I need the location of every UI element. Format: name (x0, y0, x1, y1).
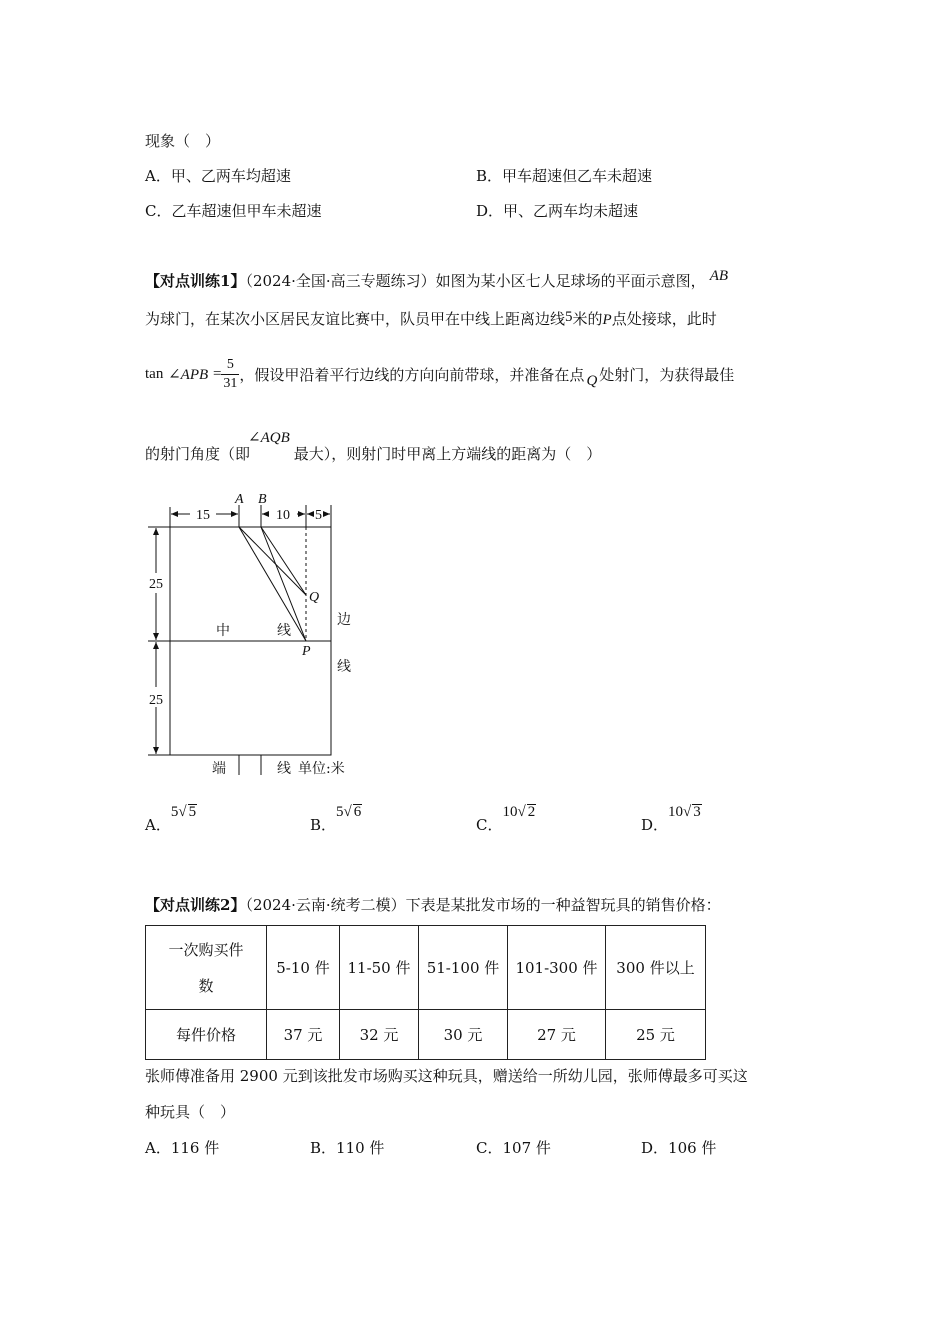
table-header-label: 一次购买件 数 (146, 926, 267, 1010)
q1-option-a[interactable]: A．5√ 5 (145, 804, 197, 834)
football-field-figure (140, 485, 370, 785)
q1-line-3: tan ∠APB = $\frac{5}{31}$ ，假设甲沿着平行边线的方向向前带球，并准备在点 Q 处射门，为获得最佳 (145, 356, 735, 391)
fig-label-q: Q (309, 590, 320, 605)
q1-line-2: 为球门，在某次小区居民友谊比赛中，队员甲在中线上距离边线5米的P点处接球，此时 (145, 309, 717, 328)
prev-question-stem: 现象（ ） (145, 132, 221, 150)
prev-option-a[interactable]: A．甲、乙两车均超速 (145, 167, 291, 185)
fig-dim-25-top: 25 (149, 577, 163, 592)
q2-tag: 【对点训练2】 (145, 896, 246, 914)
prev-option-c[interactable]: C．乙车超速但甲车未超速 (145, 202, 322, 220)
prev-option-d[interactable]: D．甲、乙两车均未超速 (476, 202, 639, 220)
q2-option-c[interactable]: C．107 件 (476, 1139, 551, 1157)
table-header-cell: 51-100 件 (419, 926, 508, 1010)
prev-option-b[interactable]: B．甲车超速但乙车未超速 (476, 167, 653, 185)
q1-line-1: 【对点训练1】（2024·全国·高三专题练习）如图为某小区七人足球场的平面示意图， AB (145, 268, 729, 290)
fig-side-1: 边 (337, 612, 351, 628)
table-cell: 32 元 (340, 1010, 419, 1060)
fig-midline-2: 线 (277, 623, 291, 639)
q1-fraction: $\frac{5}{31}$ (223, 356, 238, 391)
fig-label-a: A (235, 492, 244, 507)
fig-label-p: P (302, 644, 311, 659)
table-cell: 30 元 (419, 1010, 508, 1060)
q2-text-1: 张师傅准备用 2900 元到该批发市场购买这种玩具，赠送给一所幼儿园，张师傅最多可买这 (145, 1067, 748, 1085)
fig-dim-10: 10 (276, 508, 290, 523)
table-cell: 27 元 (508, 1010, 606, 1060)
fig-unit: 单位:米 (298, 761, 345, 777)
q1-option-d[interactable]: D．10√ 3 (641, 804, 701, 834)
fig-side-2: 线 (337, 659, 351, 675)
q1-line-4: 的射门角度（即∠AQB最大），则射门时甲离上方端线的距离为（ ） (145, 430, 602, 463)
q1-tag: 【对点训练1】 (145, 272, 246, 290)
q2-option-b[interactable]: B．110 件 (310, 1139, 385, 1157)
fig-midline-1: 中 (216, 623, 230, 639)
table-row (146, 926, 706, 1010)
table-row-label: 每件价格 (146, 1010, 267, 1060)
q2-text-2: 种玩具（ ） (145, 1103, 236, 1121)
price-table (145, 925, 706, 1060)
fig-dim-15: 15 (196, 508, 210, 523)
table-cell: 25 元 (606, 1010, 706, 1060)
q1-option-b[interactable]: B．5√ 6 (310, 804, 362, 834)
table-row (146, 1010, 706, 1060)
q2-source: （2024·云南·统考二模） (245, 896, 406, 914)
table-header-cell: 300 件以上 (606, 926, 706, 1010)
table-cell: 37 元 (267, 1010, 340, 1060)
table-header-cell: 5-10 件 (267, 926, 340, 1010)
q1-source: （2024·全国·高三专题练习） (245, 272, 436, 290)
q2-line-1: 【对点训练2】（2024·云南·统考二模）下表是某批发市场的一种益智玩具的销售价格： (145, 896, 721, 914)
fig-dim-5: 5 (315, 508, 322, 523)
fig-dim-25-bottom: 25 (149, 693, 163, 708)
fig-label-b: B (258, 492, 267, 507)
fig-end-1: 端 (212, 761, 226, 777)
table-header-cell: 11-50 件 (340, 926, 419, 1010)
q2-option-d[interactable]: D．106 件 (641, 1139, 717, 1157)
q1-option-c[interactable]: C．10√ 2 (476, 804, 536, 834)
q2-option-a[interactable]: A．116 件 (145, 1139, 220, 1157)
q1-math-ab: AB (709, 268, 729, 284)
fig-end-2: 线 (277, 761, 291, 777)
q1-math-aqb: ∠AQB (248, 430, 290, 446)
table-header-cell: 101-300 件 (508, 926, 606, 1010)
